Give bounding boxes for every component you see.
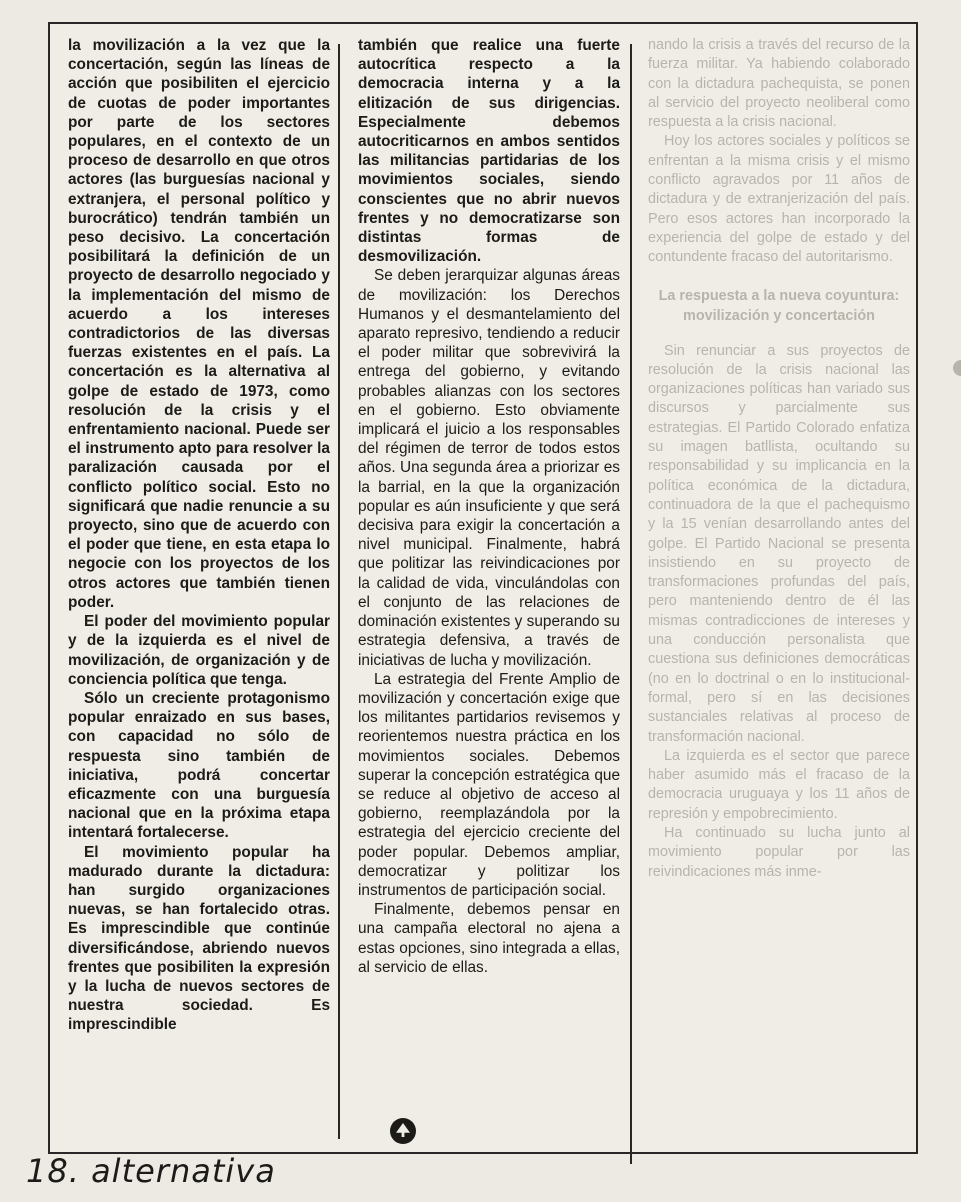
margin-mark	[953, 360, 961, 376]
column-1	[68, 36, 330, 1035]
column-3-paragraph: Ha continuado su lucha junto al movimiento popular por las reivindicaciones más inme-	[648, 824, 910, 880]
page-footer: 18. alternativa	[26, 1152, 276, 1190]
column-divider-1	[338, 44, 340, 1139]
end-mark-icon	[390, 1118, 416, 1144]
column-2-paragraph: Se deben jerarquizar algunas áreas de movilización: los Derechos Humanos y el desmantelamiento del aparato represivo, tendiendo a reducir el poder militar que sobrevivirá la entrega del gobierno, y evitando probables alianzas con los sectores en el gobierno. Esto obviamente implicará el juicio a los responsables del régimen de terror de todos estos años. Una segunda área a priorizar es la barrial, en la que la organización popular es aún insuficiente y que será decisiva para exigir la concertación a nivel municipal. Finalmente, habrá que politizar las reivindicaciones por la calidad de vida, vinculándolas con el conjunto de las relaciones de dominación existentes y superando su estrategia defensiva, a través de iniciativas de lucha y movilización.	[358, 267, 620, 669]
column-2-paragraph: La estrategia del Frente Amplio de movilización y concertación exige que los militantes partidarios revisemos y reorientemos nuestra práctica en los movimientos sociales. Debemos superar la concepción estratégica que se reduce al objetivo de acceso al gobierno, reemplazándola por la estrategia del ejercicio creciente del poder popular. Debemos ampliar, democratizar y politizar los instrumentos de participación social.	[358, 670, 620, 899]
column-3-faded	[648, 36, 910, 882]
column-3-paragraph: Hoy los actores sociales y políticos se enfrentan a la misma crisis y el mismo conflicto agravados por 11 años de dictadura y de extranjerización del país. Pero esos actores han incorporado la experiencia del golpe de estado y del contundente fracaso del autoritarismo.	[648, 133, 910, 266]
column-1-paragraph: la movilización a la vez que la concertación, según las líneas de acción que posibiliten el ejercicio de cuotas de poder importantes por parte de los sectores populares, en el contexto de un proceso de desarrollo en que otros actores (las burguesías nacional y extranjera, el personal político y burocrático) tendrán también un peso decisivo. La concertación posibilitará la definición de un proyecto de desarrollo negociado y la implementación del mismo de acuerdo a los intereses contradictorios de las diversas fuerzas existentes en el país. La concertación es la alternativa al golpe de estado de 1973, como resolución de la crisis y el enfrentamiento nacional. Puede ser el instrumento apto para resolver la paralización causada por el conflicto político social. Esto no significará que nadie renuncie a su proyecto, sino que de acuerdo con el poder que tiene, en esta etapa lo negocie con los proyectos de los otros actores que también tienen poder.	[68, 37, 330, 611]
column-3-paragraph: La izquierda es el sector que parece haber asumido más el fracaso de la democracia uruguaya y los 11 años de represión y empobrecimiento.	[648, 747, 910, 822]
column-3-subheading: La respuesta a la nueva coyuntura: movilización y concertación	[658, 287, 900, 324]
column-1-paragraph: Sólo un creciente protagonismo popular enraizado en sus bases, con capacidad no sólo de respuesta sino también de iniciativa, podrá concertar eficazmente con una burguesía nacional que en la próxima etapa intentará fortalecerse.	[68, 689, 330, 842]
column-2-bold-paragraph: también que realice una fuerte autocrítica respecto a la democracia interna y a la elitización de sus dirigencias. Especialmente debemos autocriticarnos en ambos sentidos las militancias partidarias de los movimientos sociales, siendo conscientes que no abrir nuevos frentes y no democratizarse son distintas formas de desmovilización.	[358, 37, 620, 266]
column-1-paragraph: El movimiento popular ha madurado durante la dictadura: han surgido organizaciones nuevas, se han fortalecido otras. Es imprescindible que continúe diversificándose, abriendo nuevos frentes que posibiliten la expresión y la lucha de nuevos sectores de nuestra sociedad. Es imprescindible	[68, 843, 330, 1034]
column-2-paragraph: Finalmente, debemos pensar en una campaña electoral no ajena a estas opciones, sino integrada a ellas, al servicio de ellas.	[358, 901, 620, 976]
column-1-paragraph: El poder del movimiento popular y de la izquierda es el nivel de movilización, de organización y de conciencia política que tenga.	[68, 613, 330, 688]
column-divider-2	[630, 44, 632, 1164]
column-3-paragraph: nando la crisis a través del recurso de la fuerza militar. Ya habiendo colaborado con la dictadura pachequista, se ponen al servicio del proyecto neoliberal como respuesta a la crisis nacional.	[648, 37, 910, 131]
column-3-paragraph: Sin renunciar a sus proyectos de resolución de la crisis nacional las organizaciones políticas han variado sus discursos y parcialmente sus estrategias. El Partido Colorado enfatiza su imagen batllista, ocultando su responsabilidad y su implicancia en la política económica de la dictadura, continuadora de la que el pachequismo y la 15 venían desarrollando antes del golpe. El Partido Nacional se presenta insistiendo en su proyecto de transformaciones profundas del país, pero manteniendo dentro de él las mismas contradicciones de intereses y una conducción personalista que cuestiona sus definiciones democráticas (no en lo doctrinal o en lo institucional-formal, pero sí en las decisiones sustanciales relativas al proceso de transformación nacional.	[648, 342, 910, 745]
column-2	[358, 36, 620, 977]
page-frame	[48, 22, 918, 1154]
